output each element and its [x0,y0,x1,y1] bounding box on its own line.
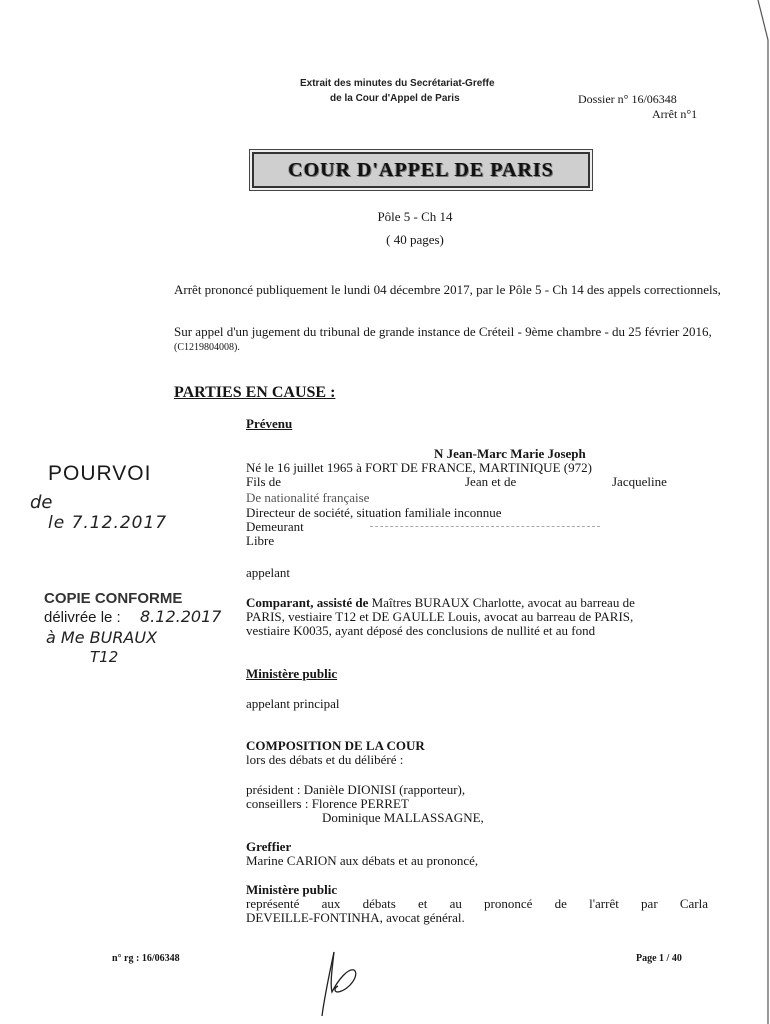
composition-subheading: lors des débats et du délibéré : [246,752,404,767]
dossier-number: Dossier n° 16/06348 [578,92,677,106]
president-line: président : Danièle DIONISI (rapporteur), [246,782,466,797]
prevenu-fils-de: Fils de [246,474,282,489]
mp-line-1: représenté aux débats et au prononcé de l'arrêt par Carla [246,896,708,911]
pages-count: ( 40 pages) [386,232,444,247]
parties-heading: PARTIES EN CAUSE : [174,384,336,401]
prevenu-birth: Né le 16 juillet 1965 à FORT DE FRANCE, MARTINIQUE (972) [246,460,592,475]
footer-rg-number: n° rg : 16/06348 [112,953,180,964]
comparant-text-1: Maîtres BURAUX Charlotte, avocat au barreau de [368,595,635,610]
court-title: COUR D'APPEL DE PARIS [288,158,554,181]
prevenu-role: appelant [246,565,291,580]
arret-prononce-paragraph: Arrêt prononcé publiquement le lundi 04 décembre 2017, par le Pôle 5 - Ch 14 des appels correctionnels, [174,282,721,297]
copie-conforme-stamp: COPIE CONFORME [44,590,183,607]
greffier-line: Marine CARION aux débats et au prononcé, [246,853,479,868]
appel-reference: (C1219804008). [174,342,240,353]
prevenu-name: N Jean-Marc Marie Joseph [434,446,586,461]
prevenu-label: Prévenu [246,416,293,431]
prevenu-residence: Demeurant [246,519,304,534]
pourvoi-stamp: POURVOI [48,462,152,485]
pole-chamber: Pôle 5 - Ch 14 [377,209,453,224]
comparant-label: Comparant, assisté de [246,595,369,610]
pourvoi-de-handwritten: de [30,492,53,513]
handwritten-signature [308,940,368,1020]
mp-label: Ministère public [246,882,338,897]
mp-line-2: DEVEILLE-FONTINHA, avocat général. [246,910,465,925]
delivree-le-stamp: délivrée le : [44,609,121,626]
delivree-date-handwritten: 8.12.2017 [140,607,222,626]
ministere-public-label: Ministère public [246,666,338,681]
composition-heading: COMPOSITION DE LA COUR [246,738,425,753]
appel-text: Sur appel d'un jugement du tribunal de grande instance de Créteil - 9ème chambre - du 25 février 2016, [174,324,712,339]
comparant-text-3: vestiaire K0035, ayant déposé des conclusions de nullité et au fond [246,623,596,638]
arret-number: Arrêt n°1 [652,107,698,121]
prevenu-parent-2: Jacqueline [612,474,667,489]
redacted-address [370,526,600,527]
footer-page-number: Page 1 / 40 [636,953,682,964]
comparant-text-2: PARIS, vestiaire T12 et DE GAULLE Louis, avocat au barreau de PARIS, [246,609,634,624]
prevenu-parent-1: Jean et de [465,474,517,489]
prevenu-profession: Directeur de société, situation familiale inconnue [246,505,502,520]
court-title-box [252,152,590,188]
comparant-paragraph [246,596,724,638]
greffier-label: Greffier [246,839,292,854]
greffe-court-line: de la Cour d'Appel de Paris [330,93,460,104]
conseiller-2-line: Dominique MALLASSAGNE, [322,810,484,825]
ministere-public-role: appelant principal [246,696,340,711]
prevenu-nationality: De nationalité française [246,490,370,505]
scan-edge-line [756,0,770,1024]
prevenu-status: Libre [246,533,275,548]
delivree-recipient-handwritten: à Me BURAUX [46,628,158,647]
conseillers-line: conseillers : Florence PERRET [246,796,409,811]
appel-paragraph [174,325,724,355]
delivree-vestiaire-handwritten: T12 [90,648,119,666]
pourvoi-date-handwritten: le 7.12.2017 [48,513,168,533]
greffe-extract-line: Extrait des minutes du Secrétariat-Greffe [300,78,495,89]
